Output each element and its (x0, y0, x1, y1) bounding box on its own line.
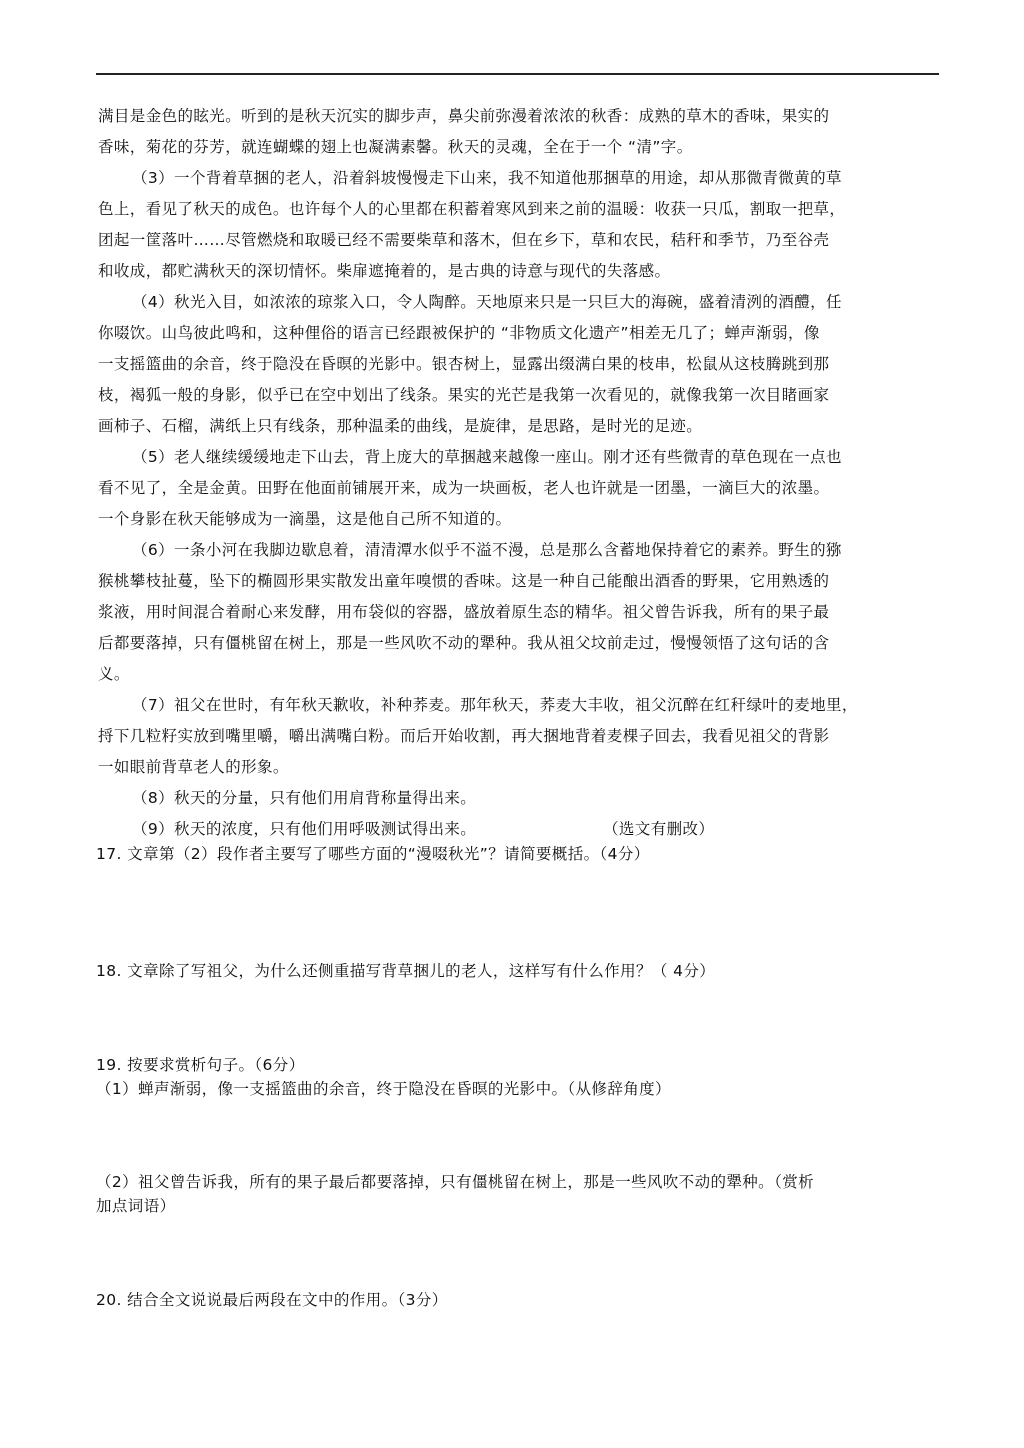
passage-line: （3）一个背着草捆的老人，沿着斜坡慢慢走下山来，我不知道他那捆草的用途，却从那微青微黄的草 (132, 169, 842, 187)
passage-line: 满目是金色的眩光。听到的是秋天沉实的脚步声，鼻尖前弥漫着浓浓的秋香：成熟的草木的香味，果实的 (98, 107, 830, 125)
passage-line: 一支摇篮曲的余音，终于隐没在昏暝的光影中。银杏树上，显露出缀满白果的枝串，松鼠从这枝腾跳到那 (98, 355, 830, 373)
header-rule (96, 73, 939, 75)
passage-line: 一个身影在秋天能够成为一滴墨，这是他自己所不知道的。 (98, 510, 512, 528)
passage-line: 看不见了，全是金黄。田野在他面前铺展开来，成为一块画板，老人也许就是一团墨，一滴巨大的浓墨。 (98, 479, 830, 497)
passage-line: 猴桃攀枝扯蔓，坠下的椭圆形果实散发出童年嗅惯的香味。这是一种自己能酿出酒香的野果，它用熟透的 (98, 572, 830, 590)
source-note: （选文有删改） (603, 820, 715, 838)
passage-line: 香味，菊花的芬芳，就连蝴蝶的翅上也凝满素馨。秋天的灵魂，全在于一个 “清”字。 (98, 138, 693, 156)
passage-line: （5）老人继续缓缓地走下山去，背上庞大的草捆越来越像一座山。刚才还有些微青的草色现在一点也 (132, 448, 842, 466)
passage-line: 浆液，用时间混合着耐心来发酵，用布袋似的容器，盛放着原生态的精华。祖父曾告诉我，所有的果子最 (98, 603, 830, 621)
question-19-2-cont: 加点词语） (96, 1197, 176, 1215)
passage-line: （4）秋光入目，如浓浓的琼浆入口，令人陶醉。天地原来只是一只巨大的海碗，盛着清洌的酒醴，任 (132, 293, 842, 311)
question-18: 18. 文章除了写祖父，为什么还侧重描写背草捆儿的老人，这样写有什么作用？（ 4分） (96, 962, 716, 980)
question-17: 17. 文章第（2）段作者主要写了哪些方面的“漫啜秋光”？请简要概括。（4分） (96, 845, 650, 863)
passage-line: （6）一条小河在我脚边歇息着，清清潭水似乎不溢不漫，总是那么含蓄地保持着它的素养。野生的猕 (132, 541, 842, 559)
passage-line: 后都要落掉，只有僵桃留在树上，那是一些风吹不动的犟种。我从祖父坟前走过，慢慢领悟了这句话的含 (98, 634, 830, 652)
question-19-2: （2）祖父曾告诉我，所有的果子最后都要落掉，只有僵桃留在树上，那是一些风吹不动的犟种。（赏析 (96, 1173, 815, 1191)
passage-line: 色上，看见了秋天的成色。也许每个人的心里都在积蓄着寒风到来之前的温暖：收获一只瓜，割取一把草， (98, 200, 846, 218)
passage-line: 一如眼前背草老人的形象。 (98, 758, 289, 776)
passage-line: 义。 (98, 665, 130, 683)
passage-line: 捋下几粒籽实放到嘴里嚼，嚼出满嘴白粉。而后开始收割，再大捆地背着麦棵子回去，我看见祖父的背影 (98, 727, 830, 745)
passage-line: （8）秋天的分量，只有他们用肩背称量得出来。 (132, 789, 477, 807)
passage-line: 和收成，都贮满秋天的深切情怀。柴扉遮掩着的，是古典的诗意与现代的失落感。 (98, 262, 671, 280)
passage-line: （9）秋天的浓度，只有他们用呼吸测试得出来。 (132, 820, 477, 838)
passage-line: 你啜饮。山鸟彼此鸣和，这种俚俗的语言已经跟被保护的 “非物质文化遗产”相差无几了；蝉声渐弱，像 (98, 324, 820, 342)
question-19-1: （1）蝉声渐弱，像一支摇篮曲的余音，终于隐没在昏暝的光影中。（从修辞角度） (96, 1080, 671, 1098)
passage-line: 枝，褐狐一般的身影，似乎已在空中划出了线条。果实的光芒是我第一次看见的，就像我第一次目睹画家 (98, 386, 830, 404)
passage-line: 画柿子、石榴，满纸上只有线条，那种温柔的曲线，是旋律，是思路，是时光的足迹。 (98, 417, 703, 435)
passage-line: （7）祖父在世时，有年秋天歉收，补种荞麦。那年秋天，荞麦大丰收，祖父沉醉在红秆绿叶的麦地里， (132, 696, 858, 714)
question-20: 20. 结合全文说说最后两段在文中的作用。（3分） (96, 1291, 448, 1309)
passage-line: 团起一筐落叶……尽管燃烧和取暖已经不需要柴草和落木，但在乡下，草和农民，秸秆和季节，乃至谷壳 (98, 231, 830, 249)
question-19: 19. 按要求赏析句子。（6分） (96, 1056, 305, 1074)
